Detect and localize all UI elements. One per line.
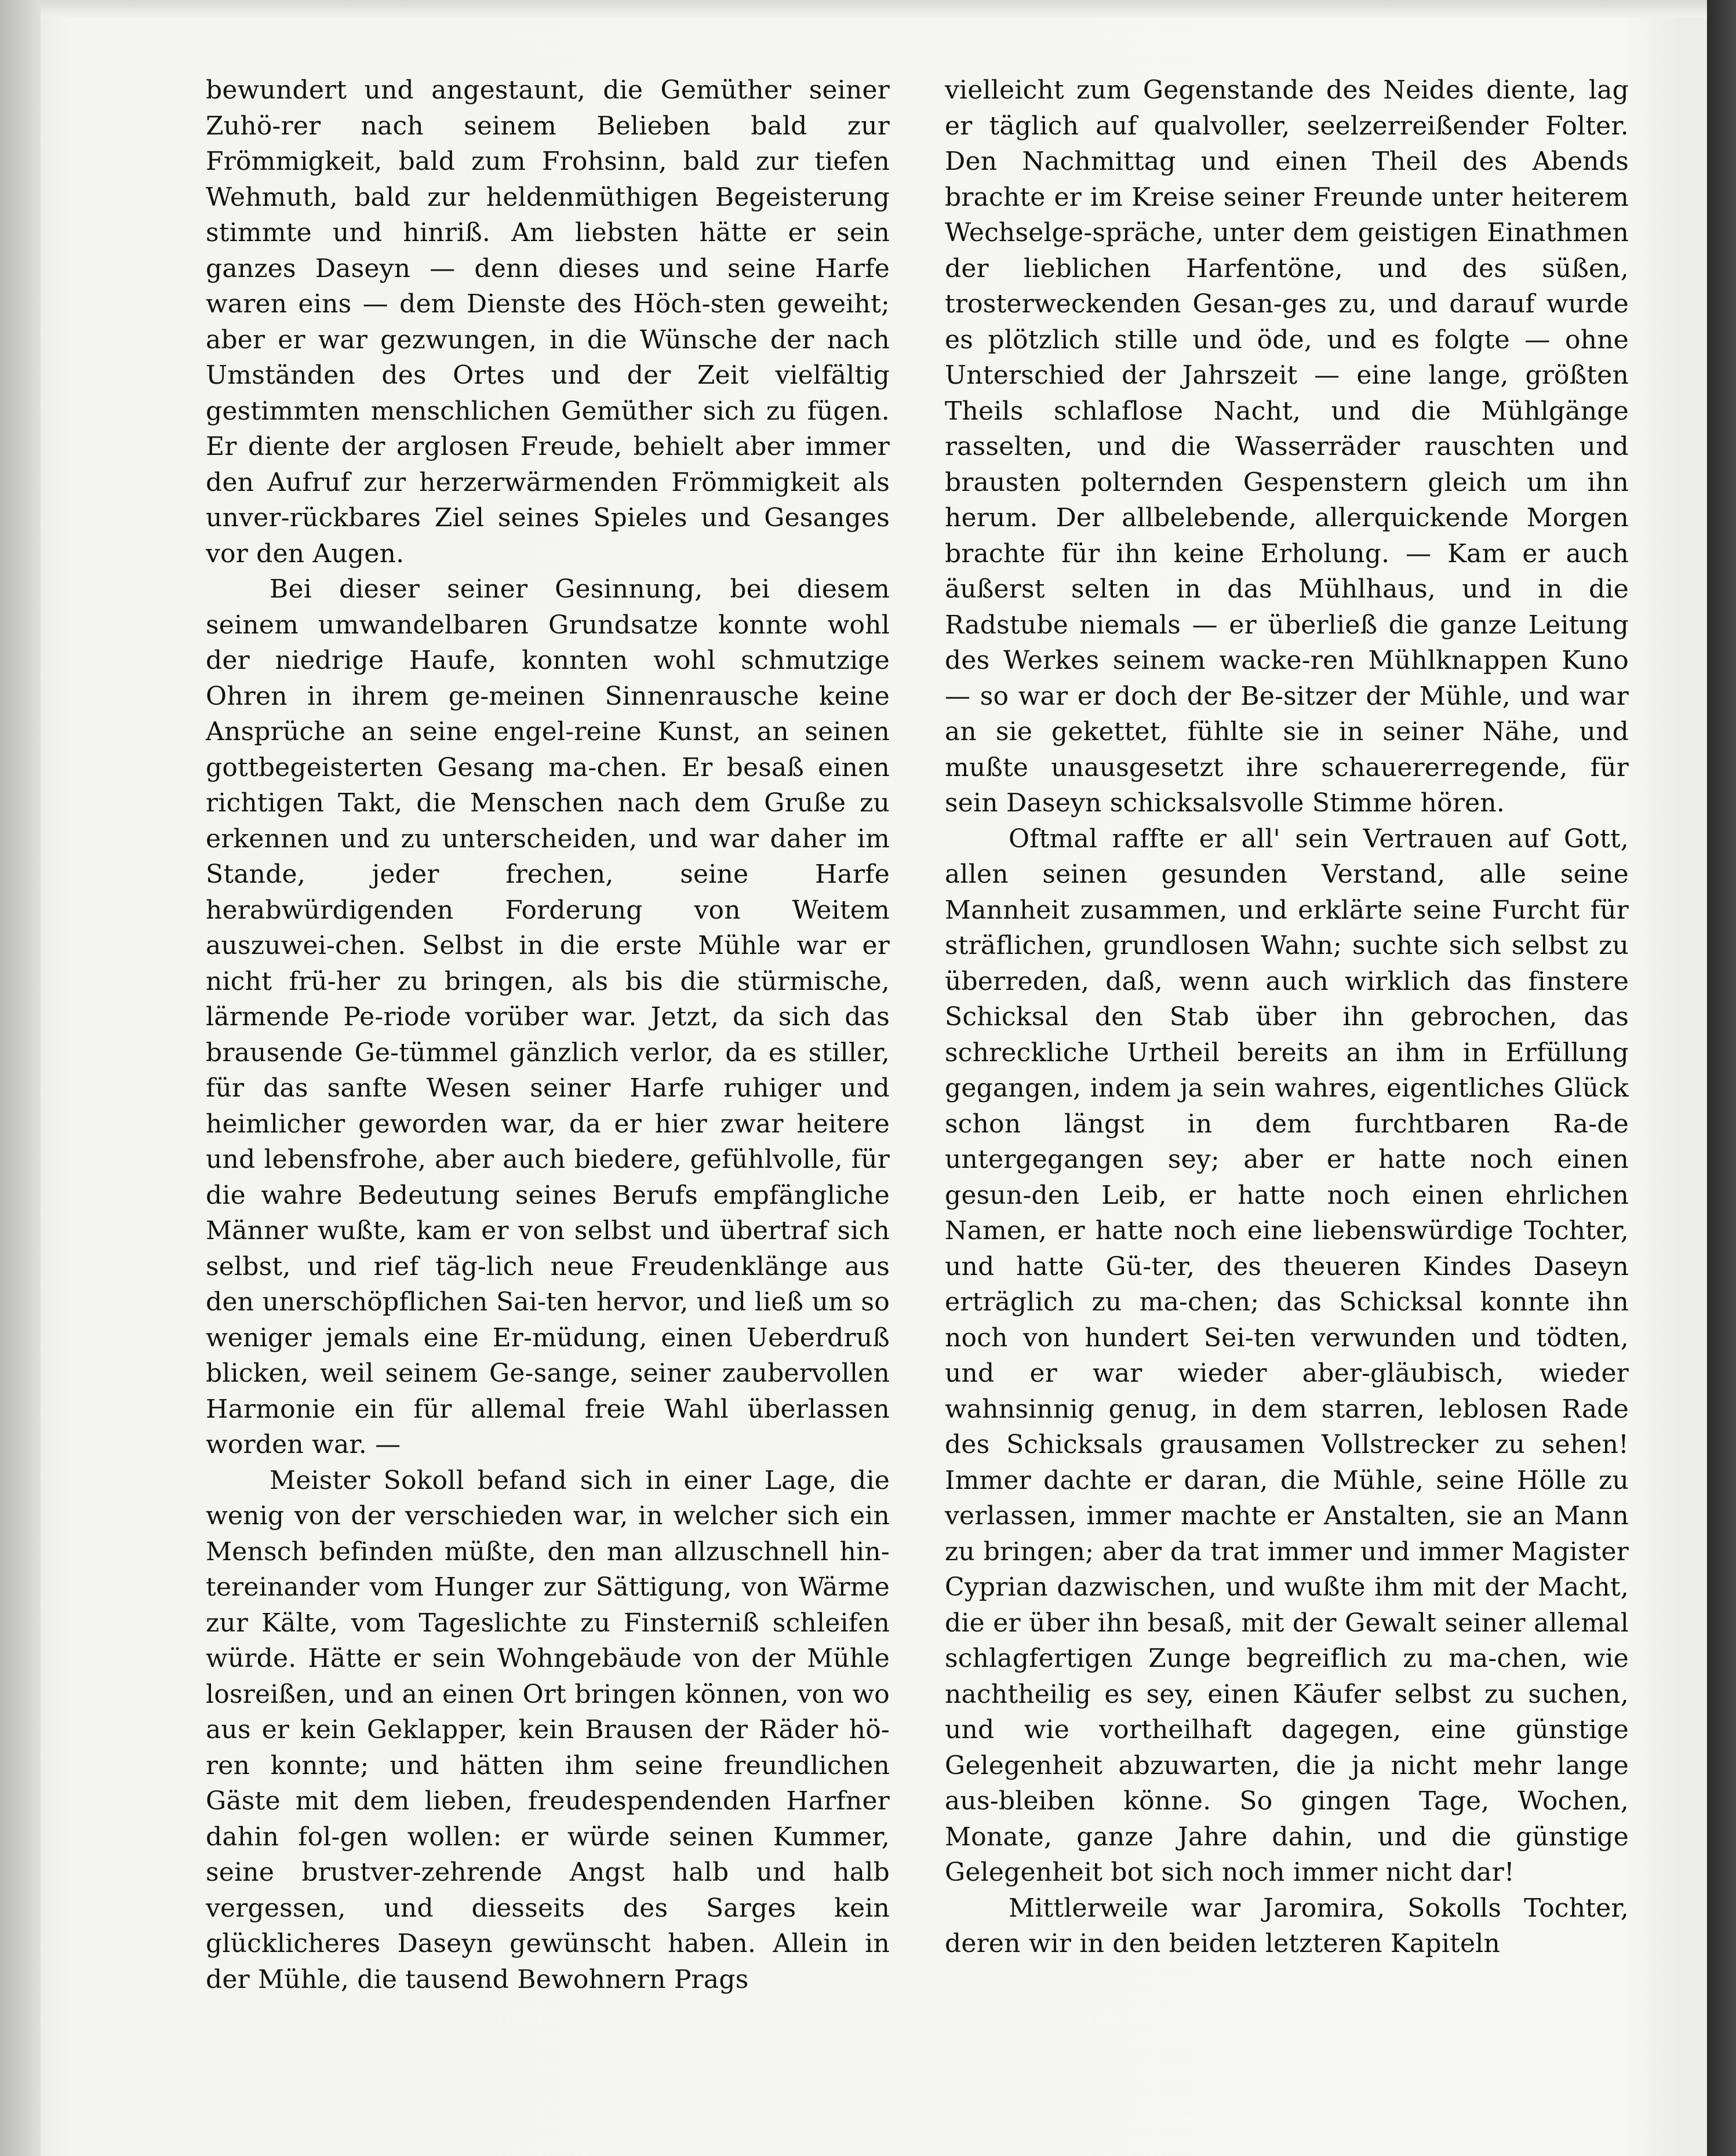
page-right-edge xyxy=(1707,0,1736,2156)
right-paragraph-2: Oftmal raffte er all' sein Vertrauen auf Gott, allen seinen gesunden Verstand, alle seine Mannheit zusammen, und erklärte seine Furcht für sträflichen, grundlosen Wahn; suchte sich selbst zu überreden, daß, wenn auch wirklich das finstere Schicksal den Stab über ihn gebrochen, das schreckliche Urtheil bereits an ihm in Erfüllung gegangen, indem ja sein wahres, eigentliches Glück schon längst in dem furchtbaren Ra-de untergegangen sey; aber er hatte noch einen gesun-den Leib, er hatte noch einen ehrlichen Namen, er hatte noch eine liebenswürdige Tochter, und hatte Gü-ter, des theueren Kindes Daseyn erträglich zu ma-chen; das Schicksal konnte ihn noch von hundert Sei-ten verwunden und tödten, und er war wieder aber-gläubisch, wieder wahnsinnig genug, in dem starren, leblosen Rade des Schicksals grausamen Vollstrecker zu sehen! Immer dachte er daran, die Mühle, seine Hölle zu verlassen, immer machte er Anstalten, sie an Mann zu bringen; aber da trat immer und immer Magister Cyprian dazwischen, und wußte ihm mit der Macht, die er über ihn besaß, mit der Gewalt seiner allemal schlagfertigen Zunge begreiflich zu ma-chen, wie nachtheilig es sey, einen Käufer selbst zu suchen, und wie vortheilhaft dagegen, eine günstige Gelegenheit abzuwarten, die ja nicht mehr lange aus-bleiben könne. So gingen Tage, Wochen, Monate, ganze Jahre dahin, und die günstige Gelegenheit bot sich noch immer nicht dar! xyxy=(945,824,1637,1887)
right-paragraph-3: Mittlerweile war Jaromira, Sokolls Tochter, deren wir in den beiden letzteren Kapiteln xyxy=(945,1893,1637,1958)
right-text-column xyxy=(945,72,1637,1962)
left-paragraph-3: Meister Sokoll befand sich in einer Lage, die wenig von der verschieden war, in welcher sich ein Mensch befinden müßte, den man allzuschnell hin-tereinander vom Hunger zur Sättigung, von Wärme zur Kälte, vom Tageslichte zu Finsterniß schleifen würde. Hätte er sein Wohngebäude von der Mühle losreißen, und an einen Ort bringen können, von wo aus er kein Geklapper, kein Brausen der Räder hö-ren konnte; und hätten ihm seine freundlichen Gäste mit dem lieben, freudespendenden Harfner dahin fol-gen wollen: er würde seinen Kummer, seine brustver-zehrende Angst halb und halb vergessen, und diesseits des Sarges kein glücklicheres Daseyn gewünscht haben. Allein in der Mühle, die tausend Bewohnern Prags xyxy=(206,1465,898,1994)
page-left-edge xyxy=(0,0,41,2156)
left-paragraph-2: Bei dieser seiner Gesinnung, bei diesem seinem umwandelbaren Grundsatze konnte wohl der niedrige Haufe, konnten wohl schmutzige Ohren in ihrem ge-meinen Sinnenrausche keine Ansprüche an seine engel-reine Kunst, an seinen gottbegeisterten Gesang ma-chen. Er besaß einen richtigen Takt, die Menschen nach dem Gruße zu erkennen und zu unterscheiden, und war daher im Stande, jeder frechen, seine Harfe herabwürdigenden Forderung von Weitem auszuwei-chen. Selbst in die erste Mühle war er nicht frü-her zu bringen, als bis die stürmische, lärmende Pe-riode vorüber war. Jetzt, da sich das brausende Ge-tümmel gänzlich verlor, da es stiller, für das sanfte Wesen seiner Harfe ruhiger und heimlicher geworden war, da er hier zwar heitere und lebensfrohe, aber auch biedere, gefühlvolle, für die wahre Bedeutung seines Berufs empfängliche Männer wußte, kam er von selbst und übertraf sich selbst, und rief täg-lich neue Freudenklänge aus den unerschöpflichen Sai-ten hervor, und ließ um so weniger jemals eine Er-müdung, einen Ueberdruß blicken, weil seinem Ge-sange, seiner zaubervollen Harmonie ein für allemal freie Wahl überlassen worden war. — xyxy=(206,574,898,1459)
left-paragraph-1: bewundert und angestaunt, die Gemüther seiner Zuhö-rer nach seinem Belieben bald zur Frömmigkeit, bald zum Frohsinn, bald zur tiefen Wehmuth, bald zur heldenmüthigen Begeisterung stimmte und hinriß. Am liebsten hätte er sein ganzes Daseyn — denn dieses und seine Harfe waren eins — dem Dienste des Höch-sten geweiht; aber er war gezwungen, in die Wünsche der nach Umständen des Ortes und der Zeit vielfältig gestimmten menschlichen Gemüther sich zu fügen. Er diente der arglosen Freude, behielt aber immer den Aufruf zur herzerwärmenden Frömmigkeit als unver-rückbares Ziel seines Spieles und Gesanges vor den Augen. xyxy=(206,75,898,569)
right-paragraph-1: vielleicht zum Gegenstande des Neides diente, lag er täglich auf qualvoller, seelzerreißender Folter. Den Nachmittag und einen Theil des Abends brachte er im Kreise seiner Freunde unter heiterem Wechselge-spräche, unter dem geistigen Einathmen der lieblichen Harfentöne, und des süßen, trosterweckenden Gesan-ges zu, und darauf wurde es plötzlich stille und öde, und es folgte — ohne Unterschied der Jahrszeit — eine lange, größten Theils schlaflose Nacht, und die Mühlgänge rasselten, und die Wasserräder rauschten und brausten polternden Gespenstern gleich um ihn herum. Der allbelebende, allerquickende Morgen brachte für ihn keine Erholung. — Kam er auch äußerst selten in das Mühlhaus, und in die Radstube niemals — er überließ die ganze Leitung des Werkes seinem wacke-ren Mühlknappen Kuno — so war er doch der Be-sitzer der Mühle, und war an sie gekettet, fühlte sie in seiner Nähe, und mußte unausgesetzt ihre schauererregende, für sein Daseyn schicksalsvolle Stimme hören. xyxy=(945,75,1637,818)
left-text-column xyxy=(206,72,898,1997)
page-top-edge xyxy=(0,0,1707,17)
